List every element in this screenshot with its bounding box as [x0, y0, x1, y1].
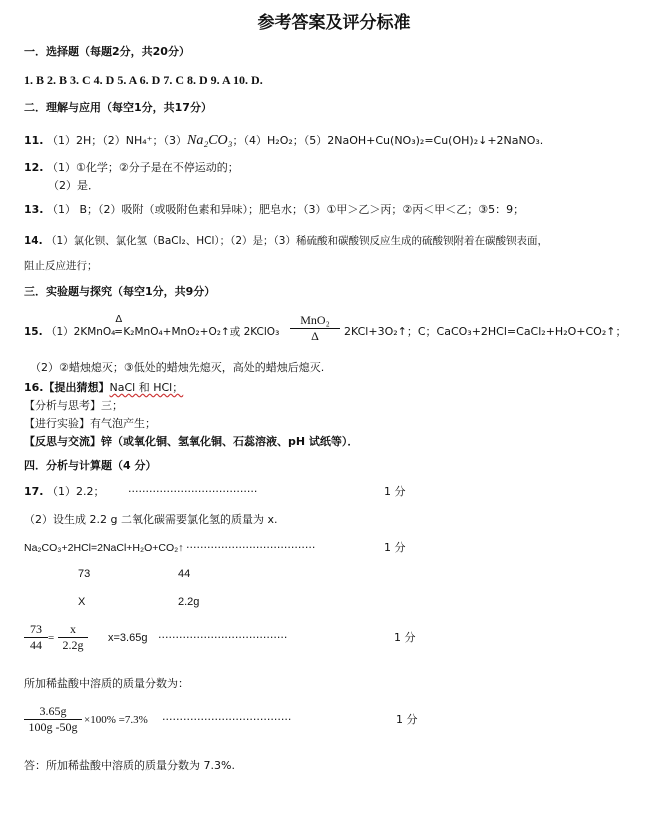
mass-fraction-num: 3.65g: [24, 704, 82, 720]
q17-line1: （1）2.2；: [47, 485, 105, 498]
unknown-x: X: [78, 596, 86, 608]
mass-fraction-den: 100g -50g: [28, 720, 78, 734]
q14-line1: （1）氯化钡、氯化氢（BaCl₂、HCl）；（2）是；（3）稀硫酸和碳酸钡反应生成的硫酸钡附着在碳酸钡表面，: [45, 235, 548, 247]
score-3: 1 分: [394, 631, 416, 644]
q17-number: 17.: [24, 485, 44, 498]
q16-number: 16.: [24, 381, 44, 394]
q11-row: [24, 133, 543, 149]
x-result: x=3.65g: [108, 632, 148, 644]
q11-part-a: （1）2H；（2）NH₄⁺；（3）: [47, 134, 187, 147]
q11-formula: Na₂CO₃: [186, 133, 233, 148]
q11-part-b: ；（4）H₂O₂；（5）2NaOH+Cu(NO₃)₂=Cu(OH)₂↓+2NaNO₃.: [232, 134, 544, 147]
q16-line2: 【分析与思考】三；: [24, 399, 123, 412]
q15-heat-symbol-2: Δ: [311, 329, 319, 343]
equals-sign: =: [48, 632, 55, 644]
molar-mass-hcl: 73: [78, 568, 91, 580]
percentage-result: ×100% =7.3%: [84, 714, 148, 726]
ratio-left-den: 44: [30, 638, 42, 652]
mass-fraction-line: 所加稀盐酸中溶质的质量分数为：: [24, 677, 189, 690]
q13-number: 13.: [24, 203, 44, 216]
q14-line2: 阻止反应进行；: [24, 260, 98, 272]
ratio-right: [58, 622, 88, 653]
page-title: 参考答案及评分标准: [257, 13, 411, 33]
q16-answer1: NaCl 和 HCl；: [109, 381, 184, 394]
q12-line1: （1）①化学；②分子是在不停运动的；: [47, 161, 239, 174]
q17-row1: [24, 484, 105, 500]
dot-leader-1: ·····································: [128, 485, 258, 498]
section-heading-1: 一．选择题（每题2分，共20分）: [24, 45, 190, 58]
ratio-left: [24, 622, 48, 653]
q12-line2: （2）是．: [48, 179, 99, 192]
q15-line2: （2）②蜡烛熄灭；③低处的蜡烛先熄灭，高处的蜡烛后熄灭.: [30, 361, 325, 374]
section-heading-2: 二．理解与应用（每空1分，共17分）: [24, 101, 212, 114]
q15-mno2-condition: [290, 313, 340, 344]
q12-row: [24, 160, 239, 176]
q12-number: 12.: [24, 161, 44, 174]
q17-line2: （2）设生成 2.2 g 二氧化碳需要氯化氢的质量为 x.: [24, 513, 278, 526]
q15-part1: （1）2KMnO₄: [45, 326, 116, 338]
dot-leader-4: ·····································: [162, 713, 292, 726]
q13-row: [24, 202, 524, 218]
section-heading-3: 三．实验题与探究（每空1分，共9分）: [24, 285, 216, 298]
score-1: 1 分: [384, 485, 406, 498]
q17-equation: Na₂CO₃+2HCl=2NaCl+H₂O+CO₂↑: [24, 542, 184, 554]
q15-part3: 2KCl+3O₂↑；C；CaCO₃+2HCl=CaCl₂+H₂O+CO₂↑；: [344, 325, 627, 338]
q14-number: 14.: [24, 235, 43, 247]
molar-mass-co2: 44: [178, 568, 191, 580]
q16-label1: 【提出猜想】: [43, 381, 110, 394]
q15-part2: K₂MnO₄+MnO₂+O₂↑或 2KClO₃: [123, 326, 280, 338]
dot-leader-3: ·····································: [158, 631, 288, 644]
q15-heat-symbol: Δ: [115, 314, 123, 325]
q16-row: [24, 380, 183, 396]
score-2: 1 分: [384, 541, 406, 554]
q15-row: 15. （1）2KMnO₄ Δ ═ K₂MnO₄+MnO₂+O₂↑或 2KClO₃: [24, 314, 280, 338]
q16-line4: 【反思与交流】锌（或氧化铜、氢氧化铜、石蕊溶液、pH 试纸等）．: [24, 435, 359, 448]
q11-number: 11.: [24, 134, 44, 147]
multiple-choice-answers: 1. B 2. B 3. C 4. D 5. A 6. D 7. C 8. D 9. A 10. D.: [24, 73, 263, 87]
q16-line3: 【进行实验】有气泡产生；: [24, 417, 156, 430]
final-answer: 答：所加稀盐酸中溶质的质量分数为 7.3%.: [24, 759, 235, 772]
co2-mass: 2.2g: [178, 596, 200, 608]
score-4: 1 分: [396, 713, 418, 726]
q15-number: 15.: [24, 326, 43, 338]
ratio-left-num: 73: [24, 622, 48, 638]
ratio-right-num: x: [58, 622, 88, 638]
q15-catalyst: MnO₂: [290, 313, 340, 329]
q13-text: （1） B；（2）吸附（或吸附色素和异味）；肥皂水；（3）①甲＞乙＞丙；②丙＜甲＜乙；③5：9；: [47, 203, 525, 216]
dot-leader-2: ·····································: [186, 541, 316, 554]
mass-fraction-expr: [24, 704, 82, 735]
q14-row: [24, 233, 548, 249]
section-heading-4: 四．分析与计算题（4 分）: [24, 459, 157, 472]
ratio-right-den: 2.2g: [62, 638, 84, 652]
